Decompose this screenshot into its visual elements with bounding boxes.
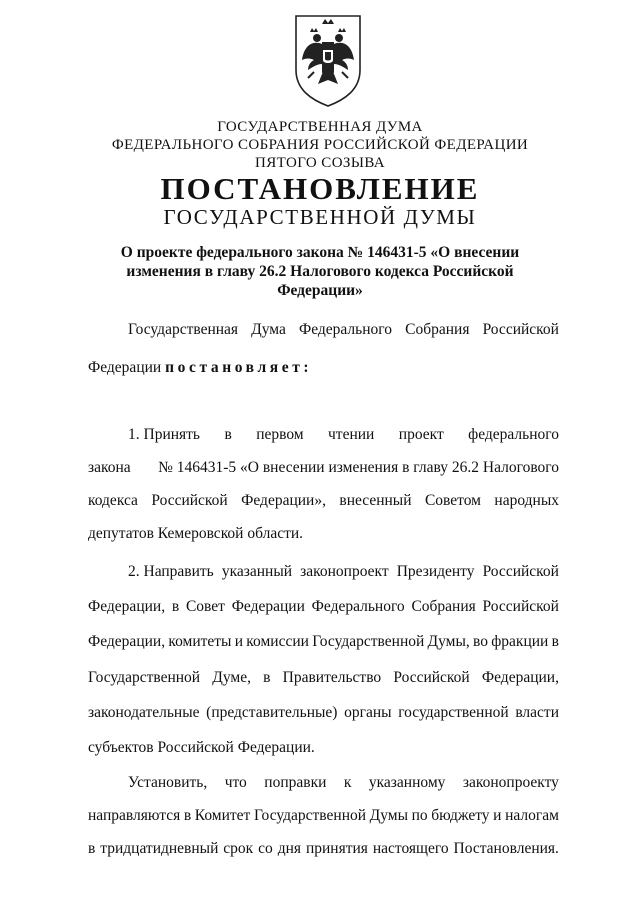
document-title: ПОСТАНОВЛЕНИЕ xyxy=(160,171,480,206)
item2-line-1 xyxy=(128,562,559,582)
word: налогам xyxy=(505,807,559,824)
word: бюджету xyxy=(431,807,490,824)
item3-line-3 xyxy=(88,839,559,859)
word: Российской xyxy=(482,598,559,615)
word: Президенту xyxy=(396,563,475,580)
word: принятия xyxy=(305,840,368,857)
word: Советом xyxy=(424,492,481,509)
word: в xyxy=(171,598,180,615)
document-subject xyxy=(110,243,530,300)
preamble-line-1 xyxy=(128,320,559,340)
item1-line-1 xyxy=(128,425,559,445)
word: Думы xyxy=(369,807,409,824)
word: Российской xyxy=(482,563,559,580)
word: поправки xyxy=(264,774,327,791)
word: Правительство xyxy=(282,669,382,686)
item2-line-3 xyxy=(88,632,559,652)
word: № 146431-5 «О внесении изменения в главу 26.2 Налогового xyxy=(158,459,559,476)
subject-line-3: Федерации» xyxy=(277,282,363,299)
word: Совет xyxy=(185,598,225,615)
header-line-1: ГОСУДАРСТВЕННАЯ ДУМА xyxy=(217,119,423,135)
item2-line-5 xyxy=(88,703,559,723)
word: Российской xyxy=(393,669,470,686)
word: Федерального xyxy=(298,321,393,338)
word: Государственной xyxy=(312,633,425,650)
header-line-2: ФЕДЕРАЛЬНОГО СОБРАНИЯ РОССИЙСКОЙ ФЕДЕРАЦИИ xyxy=(111,137,529,153)
word: Государственная xyxy=(128,321,239,338)
header-line-3: ПЯТОГО СОЗЫВА xyxy=(254,155,386,171)
word: настоящего xyxy=(372,840,449,857)
item2-line-2 xyxy=(88,597,559,617)
word: Федерации, xyxy=(88,598,166,615)
word: комиссии xyxy=(246,633,309,650)
word: Федерации», xyxy=(241,492,326,509)
word: со xyxy=(258,840,273,857)
item1-line-2 xyxy=(88,458,559,478)
word: Российской xyxy=(482,321,559,338)
word: закона xyxy=(88,459,131,476)
word: чтении xyxy=(328,426,375,443)
word: и xyxy=(493,807,502,824)
word: Федерального xyxy=(311,598,405,615)
word: 1. Принять xyxy=(128,426,201,443)
word: во xyxy=(473,633,488,650)
word: дня xyxy=(277,840,302,857)
word: федерального xyxy=(468,426,559,443)
word: Думы, xyxy=(427,633,470,650)
word: внесенный xyxy=(339,492,412,509)
word: народных xyxy=(494,492,559,509)
word: в xyxy=(88,840,96,857)
word: Комитет xyxy=(194,807,251,824)
word: Российской xyxy=(151,492,228,509)
subject-line-1: О проекте федерального закона № 146431-5 «О внесении xyxy=(120,244,520,261)
item3-line-2 xyxy=(88,806,559,826)
word: срок xyxy=(223,840,254,857)
word: указанному xyxy=(368,774,446,791)
word: Думе, xyxy=(212,669,251,686)
word: Собрания xyxy=(411,598,476,615)
word: по xyxy=(411,807,428,824)
preamble-text: Федерации xyxy=(88,359,162,376)
word: Собрания xyxy=(405,321,470,338)
item1-line-3 xyxy=(88,491,559,511)
word: что xyxy=(224,774,247,791)
item2-line-6: субъектов Российской Федерации. xyxy=(88,739,315,756)
preamble-line-2 xyxy=(88,358,559,378)
word: в xyxy=(183,807,192,824)
word: проект xyxy=(398,426,444,443)
word: законопроекту xyxy=(462,774,559,791)
item2-line-4 xyxy=(88,668,559,688)
word: в xyxy=(551,633,559,650)
word: Постановления. xyxy=(453,840,559,857)
item1-line-4: депутатов Кемеровской области. xyxy=(88,525,304,542)
word: направляются xyxy=(88,807,181,824)
word: Государственной xyxy=(88,669,201,686)
word: кодекса xyxy=(88,492,138,509)
word: Федерации xyxy=(231,598,305,615)
word: Федерации, xyxy=(481,669,559,686)
word: в xyxy=(263,669,271,686)
word: в xyxy=(224,426,232,443)
word: указанный xyxy=(221,563,293,580)
word: государственной xyxy=(398,704,509,721)
word: Установить, xyxy=(128,774,208,791)
word: Дума xyxy=(251,321,286,338)
word: тридцатидневный xyxy=(100,840,219,857)
word: фракции xyxy=(491,633,549,650)
word: Федерации, xyxy=(88,633,166,650)
word: законопроект xyxy=(300,563,389,580)
word: законодательные xyxy=(88,704,200,721)
word: власти xyxy=(515,704,559,721)
item3-line-1 xyxy=(128,773,559,793)
word: первом xyxy=(256,426,304,443)
word: 2. Направить xyxy=(128,563,214,580)
word: Государственной xyxy=(253,807,367,824)
word: комитеты xyxy=(168,633,232,650)
word: органы xyxy=(344,704,392,721)
word: (представительные) xyxy=(206,704,338,721)
word: и xyxy=(234,633,244,650)
word: к xyxy=(343,774,352,791)
russian-coat-of-arms-icon xyxy=(292,12,364,108)
document-subtitle: ГОСУДАРСТВЕННОЙ ДУМЫ xyxy=(163,205,477,229)
subject-line-2: изменения в главу 26.2 Налогового кодекса Российской xyxy=(126,263,514,280)
preamble-verb: постановляет: xyxy=(165,359,313,376)
